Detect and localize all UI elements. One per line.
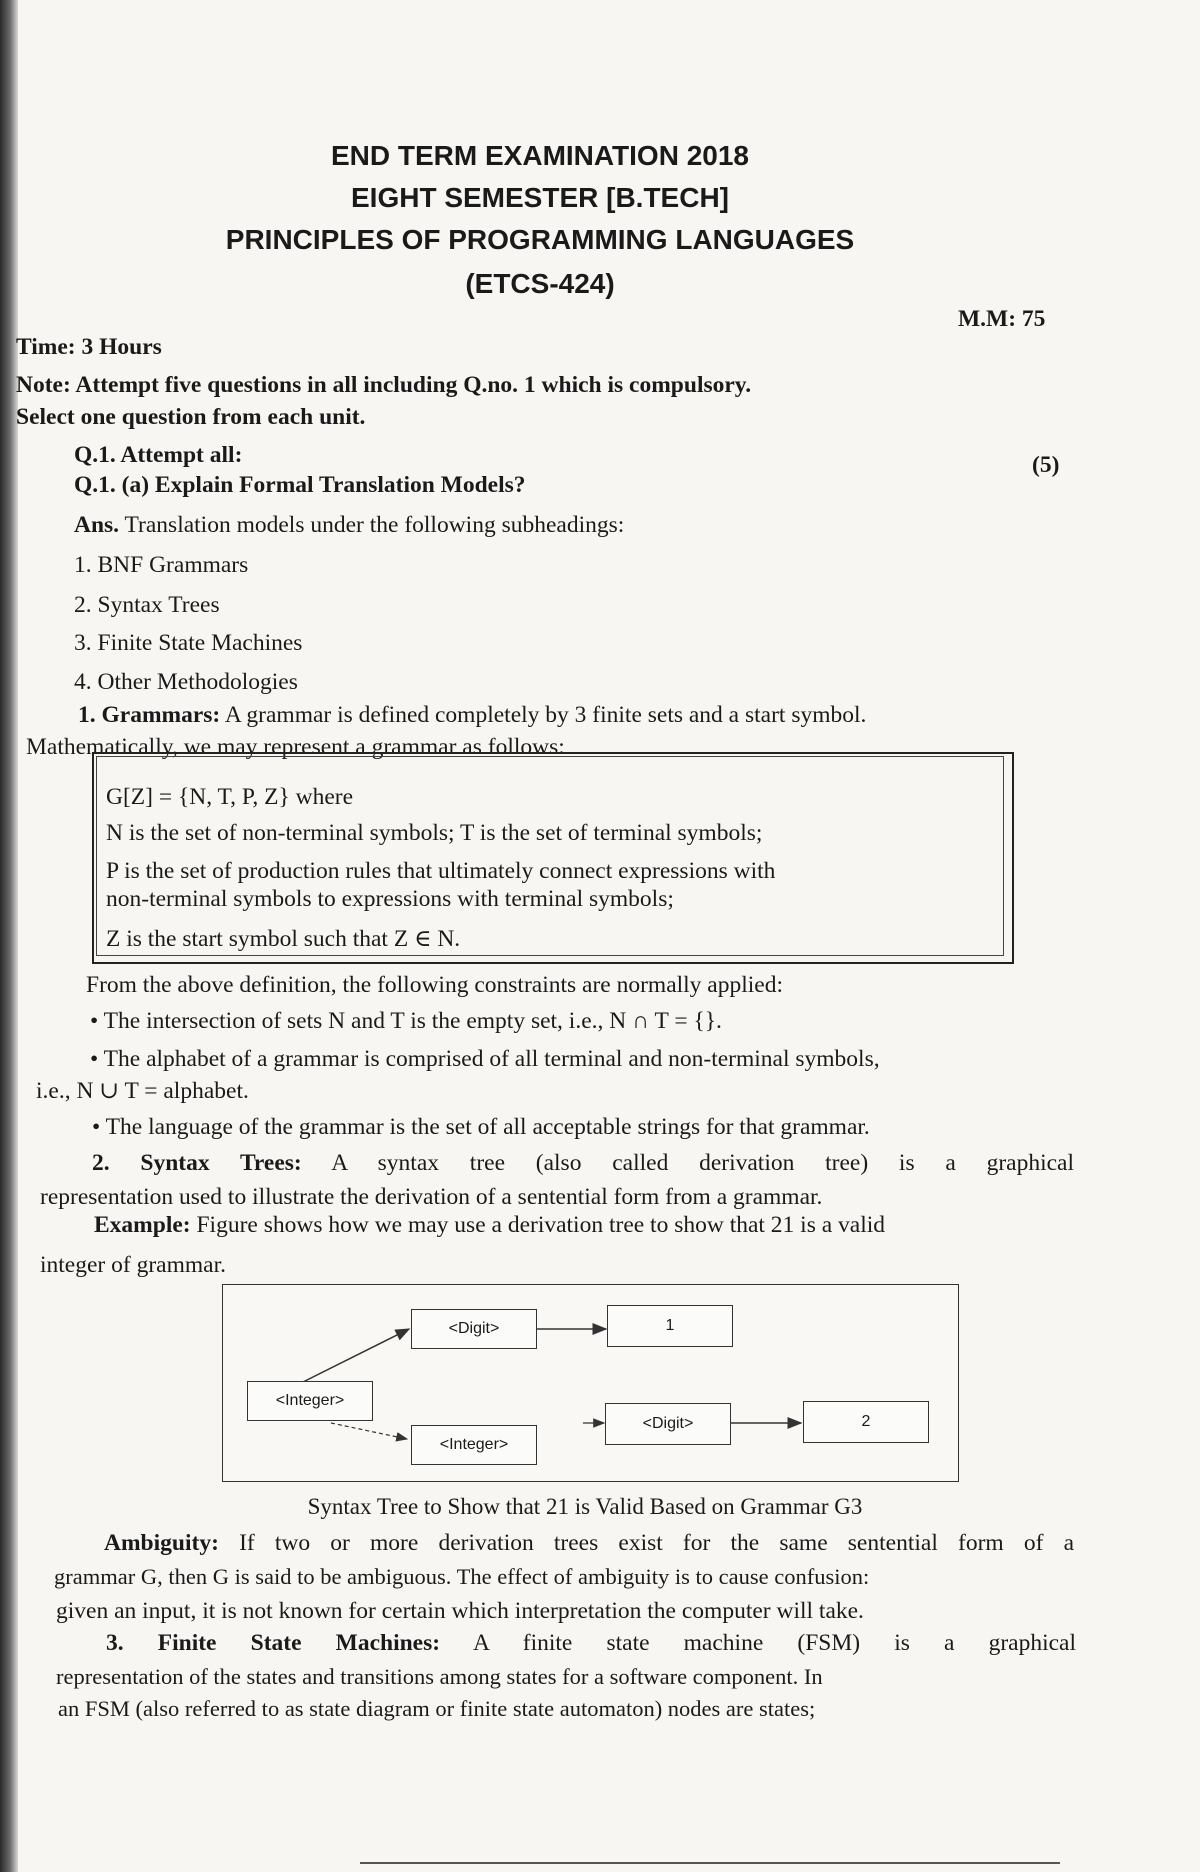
edge-root-to-digit	[303, 1329, 409, 1382]
list-item: 4. Other Methodologies	[74, 669, 298, 695]
definition-line-1: G[Z] = {N, T, P, Z} where	[106, 784, 354, 810]
header-course-code: (ETCS-424)	[465, 268, 615, 299]
ambiguity-paragraph	[104, 1528, 1074, 1558]
header-semester: EIGHT SEMESTER [B.TECH]	[350, 182, 729, 213]
definition-line-5: Z is the start symbol such that Z ∈ N.	[106, 926, 461, 952]
syntax-trees-text-1: A syntax tree (also called derivation tree) is a graphical	[331, 1150, 1075, 1176]
node-digit-top: <Digit>	[411, 1309, 537, 1349]
ambiguity-text-2: grammar G, then G is said to be ambiguous. The effect of ambiguity is to cause confusion:	[54, 1564, 870, 1589]
example-label: Example:	[94, 1212, 191, 1238]
answer-label: Ans.	[74, 512, 120, 538]
list-item: 2. Syntax Trees	[74, 592, 220, 618]
definition-line-3: P is the set of production rules that ultimately connect expressions with	[106, 858, 776, 884]
example-text-2: integer of grammar.	[40, 1252, 226, 1278]
diagram-caption: Syntax Tree to Show that 21 is Valid Based on Grammar G3	[307, 1494, 863, 1519]
constraints-intro: From the above definition, the following constraints are normally applied:	[86, 972, 784, 998]
definition-line-4: non-terminal symbols to expressions with terminal symbols;	[106, 886, 674, 912]
grammars-heading: 1. Grammars:	[78, 702, 221, 728]
fsm-text-3: an FSM (also referred to as state diagram or finite state automaton) nodes are states;	[58, 1696, 816, 1721]
q1-marks: (5)	[1032, 452, 1060, 478]
max-marks: M.M: 75	[958, 306, 1046, 332]
node-value-one: 1	[607, 1305, 733, 1347]
grammars-paragraph	[78, 700, 866, 730]
constraint-bullet-2: • The alphabet of a grammar is comprised of all terminal and non-terminal symbols,	[90, 1046, 880, 1072]
fsm-text-1: A finite state machine (FSM) is a graphical	[472, 1630, 1076, 1656]
answer-text: Translation models under the following subheadings:	[124, 512, 625, 538]
constraint-bullet-2-cont: i.e., N ∪ T = alphabet.	[36, 1078, 249, 1104]
fsm-heading: 3. Finite State Machines:	[106, 1630, 441, 1656]
q1-attempt-all: Q.1. Attempt all:	[74, 442, 243, 468]
q1a-title: Q.1. (a) Explain Formal Translation Models?	[74, 472, 526, 498]
node-value-two: 2	[803, 1401, 929, 1443]
fsm-paragraph	[106, 1628, 1076, 1658]
node-integer-child: <Integer>	[411, 1425, 537, 1465]
fsm-text-2: representation of the states and transitions among states for a software component. In	[56, 1664, 823, 1689]
syntax-tree-diagram	[222, 1284, 959, 1482]
list-item: 3. Finite State Machines	[74, 630, 303, 656]
exam-time: Time: 3 Hours	[16, 334, 162, 360]
grammars-text-2: Mathematically, we may represent a grammar as follows:	[26, 734, 565, 760]
example-paragraph	[94, 1210, 885, 1240]
syntax-trees-heading: 2. Syntax Trees:	[92, 1150, 302, 1176]
note-text-1: Attempt five questions in all including Q.no. 1 which is compulsory.	[75, 372, 752, 398]
node-integer-root: <Integer>	[247, 1381, 373, 1421]
ambiguity-heading: Ambiguity:	[104, 1530, 219, 1556]
answer-intro	[74, 510, 624, 540]
constraint-bullet-1: • The intersection of sets N and T is the empty set, i.e., N ∩ T = {}.	[90, 1008, 722, 1034]
header-exam-title: END TERM EXAMINATION 2018	[331, 140, 749, 171]
note-line-1	[16, 370, 751, 400]
grammars-text-1: A grammar is defined completely by 3 finite sets and a start symbol.	[224, 702, 867, 728]
header-subject: PRINCIPLES OF PROGRAMMING LANGUAGES	[225, 224, 855, 255]
ambiguity-text-3: given an input, it is not known for certain which interpretation the computer will take.	[56, 1598, 864, 1624]
page-bottom-edge	[360, 1862, 1060, 1864]
example-text-1: Figure shows how we may use a derivation tree to show that 21 is a valid	[196, 1212, 886, 1238]
note-line-2: Select one question from each unit.	[16, 404, 366, 430]
syntax-trees-text-2: representation used to illustrate the derivation of a sentential form from a grammar.	[40, 1184, 823, 1210]
edge-root-to-integer	[331, 1423, 407, 1439]
definition-line-2: N is the set of non-terminal symbols; T is the set of terminal symbols;	[106, 820, 763, 846]
syntax-trees-paragraph	[92, 1148, 1074, 1178]
constraint-bullet-3: • The language of the grammar is the set of all acceptable strings for that grammar.	[92, 1114, 870, 1140]
node-digit-bottom: <Digit>	[605, 1403, 731, 1445]
note-label: Note:	[16, 372, 71, 398]
list-item: 1. BNF Grammars	[74, 552, 249, 578]
ambiguity-text-1: If two or more derivation trees exist for the same sentential form of a	[239, 1530, 1074, 1556]
